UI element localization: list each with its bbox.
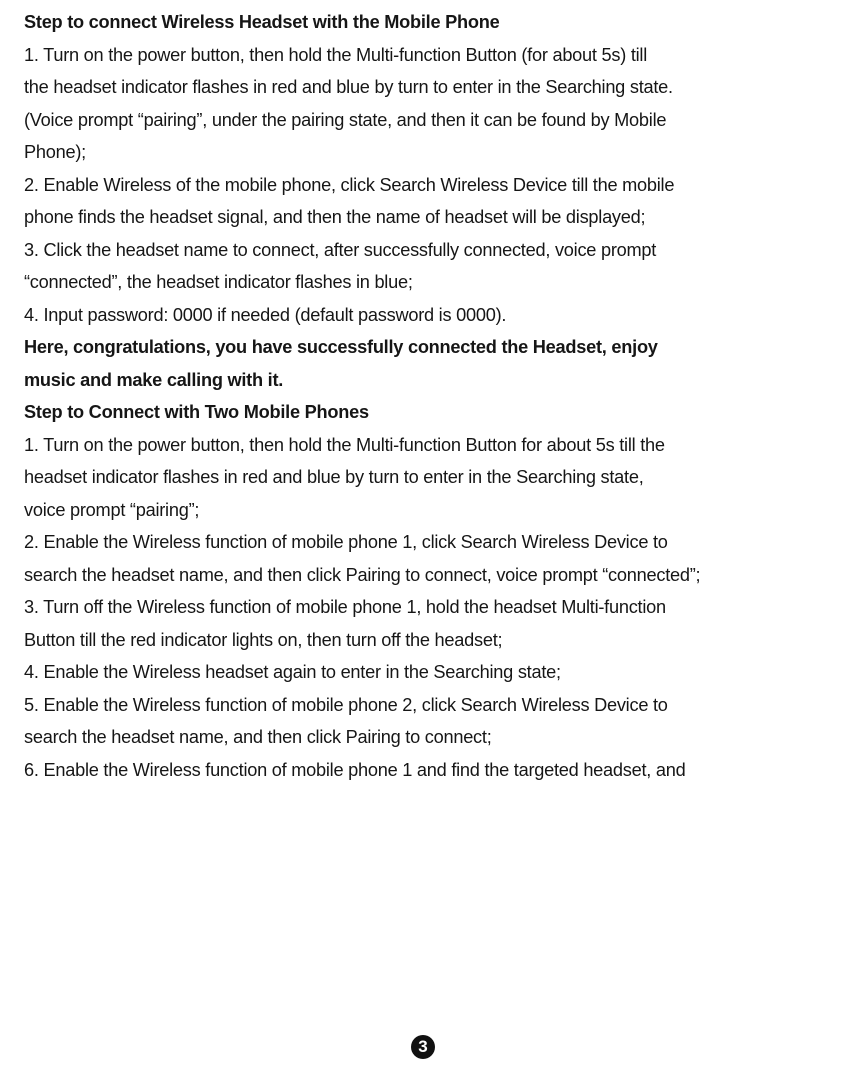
instruction-line: 2. Enable the Wireless function of mobile phone 1, click Search Wireless Device to [24,532,668,552]
page-number-badge: 3 [411,1035,435,1059]
instruction-line: 3. Turn off the Wireless function of mobile phone 1, hold the headset Multi-function [24,597,666,617]
instruction-line: 3. Click the headset name to connect, after successfully connected, voice prompt [24,239,657,260]
instruction-line: search the headset name, and then click Pairing to connect; [24,727,492,747]
instruction-line: 2. Enable Wireless of the mobile phone, click Search Wireless Device till the mobile [24,174,675,195]
instruction-line: “connected”, the headset indicator flashes in blue; [24,272,413,292]
instruction-line: 4. Input password: 0000 if needed (default password is 0000). [24,304,507,325]
instruction-line: 4. Enable the Wireless headset again to enter in the Searching state; [24,662,561,682]
instruction-line: headset indicator flashes in red and blue by turn to enter in the Searching state, [24,467,644,487]
instruction-line: voice prompt “pairing”; [24,499,200,520]
instruction-line: search the headset name, and then click Pairing to connect, voice prompt “connected”; [24,564,701,585]
instruction-line: Button till the red indicator lights on, then turn off the headset; [24,629,503,650]
instruction-line: 1. Turn on the power button, then hold the Multi-function Button for about 5s till the [24,434,665,455]
conclusion-line: Here, congratulations, you have successfully connected the Headset, enjoy [24,337,658,357]
conclusion-line: music and make calling with it. [24,369,284,390]
section-heading-connect-headset: Step to connect Wireless Headset with the Mobile Phone [24,12,500,32]
instruction-line: 5. Enable the Wireless function of mobile phone 2, click Search Wireless Device to [24,694,668,715]
instruction-line: the headset indicator flashes in red and blue by turn to enter in the Searching state. [24,77,673,97]
instruction-line: Phone); [24,142,86,162]
section-heading-two-phones: Step to Connect with Two Mobile Phones [24,402,369,422]
instruction-line: 1. Turn on the power button, then hold the Multi-function Button (for about 5s) till [24,44,648,65]
instruction-line: (Voice prompt “pairing”, under the pairing state, and then it can be found by Mobile [24,109,667,130]
manual-page [24,6,851,786]
instruction-line: 6. Enable the Wireless function of mobile phone 1 and find the targeted headset, and [24,759,686,780]
instruction-line: phone finds the headset signal, and then the name of headset will be displayed; [24,207,646,227]
